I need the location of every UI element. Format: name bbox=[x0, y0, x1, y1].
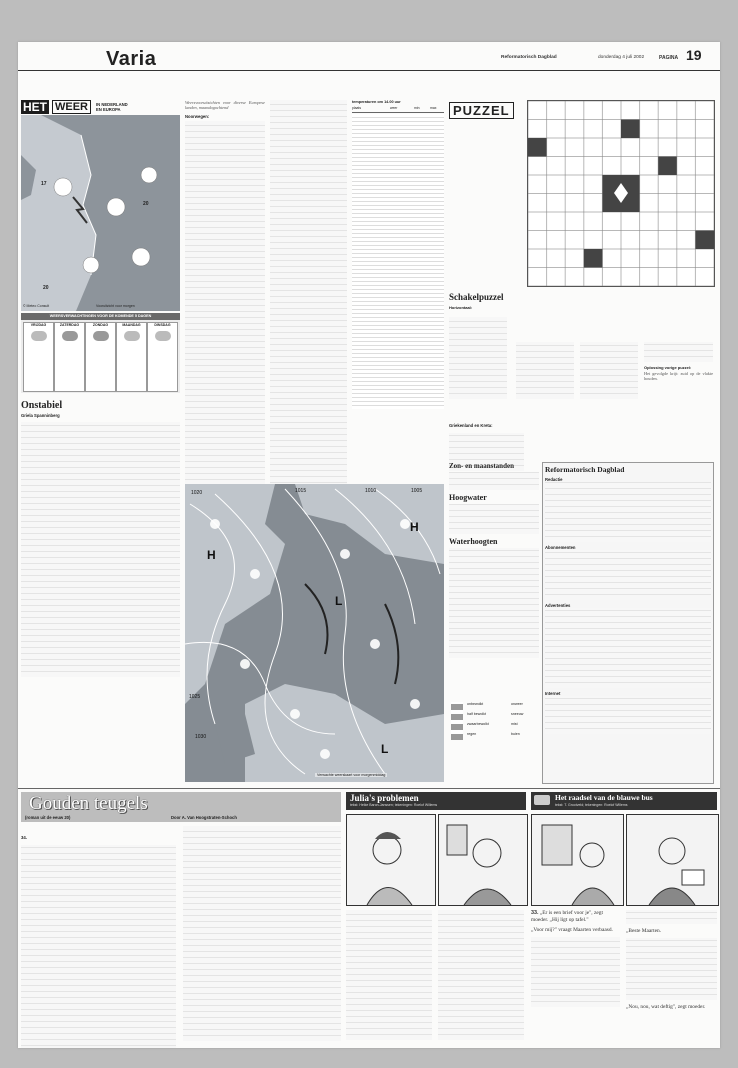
pressure-label-l1: L bbox=[335, 594, 343, 608]
serial-subtitle-left: (roman uit de eeuw 20) bbox=[25, 815, 71, 820]
logo-weer: WEER bbox=[52, 100, 91, 114]
europe-column-2 bbox=[270, 100, 347, 500]
section-divider bbox=[18, 788, 720, 789]
hoogwater-text bbox=[449, 504, 539, 534]
legend-7: mist bbox=[511, 722, 518, 726]
bus-dialogue-1-text: „Er is een brief voor je", zegt moeder. „Hij ligt op tafel." bbox=[531, 910, 603, 923]
bus-dialogue-4: „Nou, nou, wat deftig", zegt moeder. bbox=[626, 1003, 706, 1010]
serial-text-1 bbox=[21, 845, 176, 1048]
pressure-label-h2: H bbox=[410, 520, 419, 534]
bus-text-3 bbox=[626, 938, 717, 1000]
forecast-day-5 bbox=[147, 322, 178, 392]
page-label: PAGINA bbox=[659, 55, 679, 61]
day-label: MAANDAG bbox=[122, 323, 141, 327]
legend-2: half bewolkt bbox=[467, 712, 486, 716]
bus-column-2 bbox=[626, 910, 717, 1042]
page-header bbox=[18, 42, 720, 70]
comic-julia-title: Julia's problemen bbox=[350, 793, 419, 803]
bus-episode: 33. bbox=[531, 910, 539, 916]
greece-text bbox=[449, 414, 524, 459]
day-label: ZATERDAG bbox=[59, 323, 80, 327]
logo-subtitle-1: IN NEDERLAND bbox=[96, 102, 128, 107]
sun-moon-text bbox=[449, 472, 539, 490]
europe-intro: Weersvooruitzichten voor diverse Europese landen, maandagochtend bbox=[185, 100, 265, 111]
puzzle-title: PUZZEL bbox=[449, 102, 514, 119]
solution-label: Oplossing vorige puzzel: bbox=[644, 365, 692, 370]
serial-banner bbox=[21, 792, 341, 822]
five-day-forecast bbox=[21, 313, 180, 393]
hoogwater-title: Hoogwater bbox=[449, 493, 487, 502]
grid-lines bbox=[528, 101, 714, 286]
section-title: Varia bbox=[106, 48, 157, 70]
legend-1: onbewolkt bbox=[467, 702, 484, 706]
temperature-table bbox=[352, 100, 444, 410]
map-graphic bbox=[21, 115, 180, 311]
isobar-label-4: 1005 bbox=[411, 488, 423, 494]
cloud-rain-icon bbox=[62, 331, 78, 341]
colofon-abonnementen: Abonnementen bbox=[545, 545, 576, 550]
puzzle-clues bbox=[449, 292, 713, 402]
legend-6: sneeuw bbox=[511, 712, 524, 716]
legend-5: onweer bbox=[511, 702, 523, 706]
col-plaats: plaats bbox=[352, 106, 362, 110]
serial-subtitle-right: Door A. Van Hoogstraten-Schoch bbox=[171, 815, 237, 820]
bus-dialogue-1 bbox=[531, 910, 620, 923]
table-heading: temperaturen om 14.00 uur bbox=[352, 100, 401, 104]
serial-title: Gouden teugels bbox=[29, 793, 148, 814]
bus-panel-2 bbox=[626, 814, 719, 906]
map-caption-right: Vooruitzicht voor morgen bbox=[96, 304, 135, 308]
weather-block bbox=[21, 100, 180, 395]
comic-julia bbox=[346, 792, 526, 1044]
legend-4: regen bbox=[467, 732, 477, 736]
julia-panel-1 bbox=[346, 814, 436, 906]
forecast-day-3 bbox=[85, 322, 116, 392]
col-weer: weer bbox=[390, 106, 398, 110]
cloud-sun-icon bbox=[124, 331, 140, 341]
map-temp-1: 17 bbox=[41, 181, 47, 187]
map-temp-2: 20 bbox=[143, 201, 149, 207]
comic-bus-banner bbox=[531, 792, 717, 810]
colofon-advertenties: Advertenties bbox=[545, 603, 571, 608]
bus-panel-1 bbox=[531, 814, 624, 906]
article-author: Griela Spanninberg bbox=[21, 413, 60, 418]
onstabiel-article bbox=[21, 400, 180, 685]
julia-panel-2 bbox=[438, 814, 528, 906]
clue-text-1 bbox=[449, 317, 507, 399]
map-caption-left: © Meteo Consult bbox=[23, 304, 50, 308]
pressure-label-l2: L bbox=[381, 742, 389, 756]
bus-panel-2-art bbox=[627, 815, 718, 905]
weather-logo bbox=[21, 100, 180, 114]
clue-horizontal: Horizontaal: bbox=[449, 305, 473, 310]
col-min: min bbox=[414, 106, 420, 110]
bus-text-2 bbox=[626, 910, 717, 924]
logo-het: HET bbox=[23, 100, 47, 114]
julia-panel-2-art bbox=[439, 815, 527, 905]
waterhoogten-text bbox=[449, 548, 539, 658]
comic-bus bbox=[531, 792, 717, 1044]
isobar-label-1: 1020 bbox=[191, 490, 203, 496]
clue-text-4 bbox=[644, 342, 713, 362]
bus-dialogue-2: „Voor mij?" vraagt Maarten verbaasd. bbox=[531, 927, 613, 934]
weather-map bbox=[21, 115, 180, 311]
europe-column-1 bbox=[185, 100, 265, 500]
newspaper-page bbox=[18, 42, 720, 1048]
europe-keyword: Noorwegen: bbox=[185, 113, 210, 119]
isobar-label-3: 1010 bbox=[365, 488, 377, 494]
clue-text-2 bbox=[516, 342, 574, 399]
table-rows bbox=[352, 114, 444, 409]
isobar-label-5: 1025 bbox=[189, 694, 201, 700]
sun-moon-title: Zon- en maanstanden bbox=[449, 462, 514, 470]
bus-icon bbox=[534, 795, 550, 805]
europe-map-graphic bbox=[185, 484, 444, 782]
solution-text: Het gevolgde krijt: zuid op de vlakte houden. bbox=[644, 371, 713, 382]
clue-title: Schakelpuzzel bbox=[449, 292, 504, 302]
clue-text-3 bbox=[580, 342, 638, 399]
forecast-title: WEERSVERWACHTINGEN VOOR DE KOMENDE 5 DAGEN bbox=[21, 313, 180, 320]
forecast-day-1 bbox=[23, 322, 54, 392]
sun-moon-block bbox=[449, 462, 539, 784]
serial-episode: 34. bbox=[21, 835, 27, 840]
colofon-internet-text bbox=[545, 696, 711, 734]
colofon-redactie-text bbox=[545, 482, 711, 542]
serial-block bbox=[21, 792, 341, 1044]
bus-dialogue-3: „Beste Maarten. bbox=[626, 928, 662, 934]
isobar-label-6: 1030 bbox=[195, 734, 207, 740]
cloud-sun-icon bbox=[155, 331, 171, 341]
day-label: VRIJDAG bbox=[30, 323, 47, 327]
legend-3: zwaarbewolkt bbox=[467, 722, 489, 726]
forecast-day-2 bbox=[54, 322, 85, 392]
cloud-rain-icon bbox=[93, 331, 109, 341]
legend-icons bbox=[451, 702, 463, 740]
table-col-headers bbox=[352, 106, 444, 113]
bus-column-1 bbox=[531, 910, 620, 1042]
bus-text-1 bbox=[531, 937, 620, 1007]
article-body bbox=[21, 422, 180, 677]
waterhoogten-title: Waterhoogten bbox=[449, 537, 498, 546]
colofon-title: Reformatorisch Dagblad bbox=[545, 465, 625, 474]
julia-panel-1-art bbox=[347, 815, 435, 905]
weather-legend bbox=[449, 702, 539, 782]
serial-column-2 bbox=[183, 826, 341, 1041]
header-rule bbox=[18, 70, 720, 71]
comic-bus-title: Het raadsel van de blauwe bus bbox=[555, 793, 653, 802]
bus-panel-1-art bbox=[532, 815, 623, 905]
crossword-grid bbox=[527, 100, 715, 287]
cloud-sun-icon bbox=[31, 331, 47, 341]
comic-julia-banner bbox=[346, 792, 526, 810]
julia-text-1 bbox=[346, 910, 432, 1040]
map-footer: Verwachte weerskaart voor morgenmiddag bbox=[317, 773, 386, 777]
comic-bus-credit: tekst: T. Grootveld; tekeningen: Roelof Willems bbox=[555, 803, 628, 807]
julia-text-2 bbox=[438, 910, 524, 1040]
greece-heading: Griekenland en Kreta: bbox=[449, 423, 493, 428]
isobar-label-2: 1015 bbox=[295, 488, 307, 494]
legend-8: buien bbox=[511, 732, 520, 736]
colofon-advertenties-text bbox=[545, 608, 711, 688]
colofon-internet: Internet bbox=[545, 691, 561, 696]
europe-text bbox=[185, 121, 265, 491]
newspaper-name: Reformatorisch Dagblad bbox=[501, 55, 557, 60]
serial-column-1 bbox=[21, 826, 176, 1041]
colofon-block bbox=[542, 462, 714, 784]
pressure-label-h1: H bbox=[207, 548, 216, 562]
comic-julia-credit: tekst: Heike Baron-Janssen; tekeningen: Roelof Willems bbox=[350, 803, 438, 807]
page-number: 19 bbox=[686, 47, 702, 63]
header-date: donderdag 4 juli 2002 bbox=[598, 55, 645, 60]
day-label: DINSDAG bbox=[154, 323, 171, 327]
europe-map bbox=[185, 484, 444, 782]
colofon-redactie: Redactie bbox=[545, 477, 563, 482]
colofon-abonnementen-text bbox=[545, 550, 711, 600]
solution-block bbox=[644, 342, 713, 399]
day-label: ZONDAG bbox=[92, 323, 109, 327]
forecast-day-4 bbox=[116, 322, 147, 392]
col-max: max bbox=[430, 106, 437, 110]
article-title: Onstabiel bbox=[21, 400, 63, 411]
map-temp-3: 20 bbox=[43, 285, 49, 291]
logo-subtitle-2: EN EUROPA bbox=[96, 107, 121, 112]
